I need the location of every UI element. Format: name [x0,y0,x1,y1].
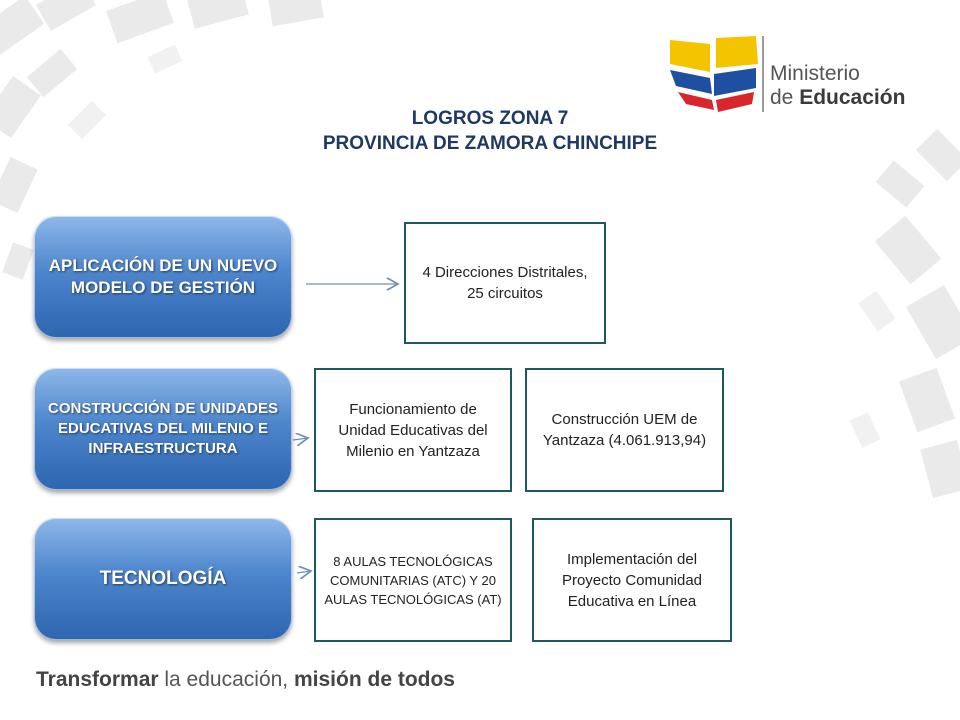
title-line1: LOGROS ZONA 7 [411,108,569,129]
slogan-part1: Transformar [36,668,159,691]
category-pill-tecnologia [34,518,292,640]
page-title [230,106,750,156]
title-line2: PROVINCIA DE ZAMORA CHINCHIPE [322,133,658,154]
item-box-funcionamiento [314,368,512,492]
item-text: 8 AULAS TECNOLÓGICAS COMUNITARIAS (ATC) Y 20 AULAS TECNOLÓGICAS (AT) [324,553,502,607]
ministerio-brand-text [770,62,905,110]
footer-slogan [36,668,455,692]
category-label: TECNOLOGÍA [99,568,227,589]
item-box-construccion-uem [525,368,724,492]
slogan-part2: la educación, [158,668,294,691]
item-text: 4 Direcciones Distritales, 25 circuitos [422,264,588,302]
item-text: Funcionamiento de Unidad Educativas del Milenio en Yantzaza [338,400,488,460]
category-pill-gestion [34,216,292,338]
item-text: Implementación del Proyecto Comunidad Educativa en Línea [561,550,703,610]
category-pill-construccion [34,368,292,490]
item-box-aulas [314,518,512,642]
brand-line2-bold: Educación [799,86,906,109]
flag-logo-icon [666,34,766,114]
brand-line2-prefix: de [770,86,800,109]
brand-line1: Ministerio [770,62,860,85]
item-box-comunidad-educativa [532,518,732,642]
logo-divider [762,36,764,112]
category-label: CONSTRUCCIÓN DE UNIDADES EDUCATIVAS DEL MILENIO E INFRAESTRUCTURA [47,400,278,457]
item-text: Construcción UEM de Yantzaza (4.061.913,94) [542,411,707,449]
slogan-part3: misión de todos [293,668,455,691]
item-box-direcciones [404,222,606,344]
category-label: APLICACIÓN DE UN NUEVO MODELO DE GESTIÓN [48,256,278,297]
